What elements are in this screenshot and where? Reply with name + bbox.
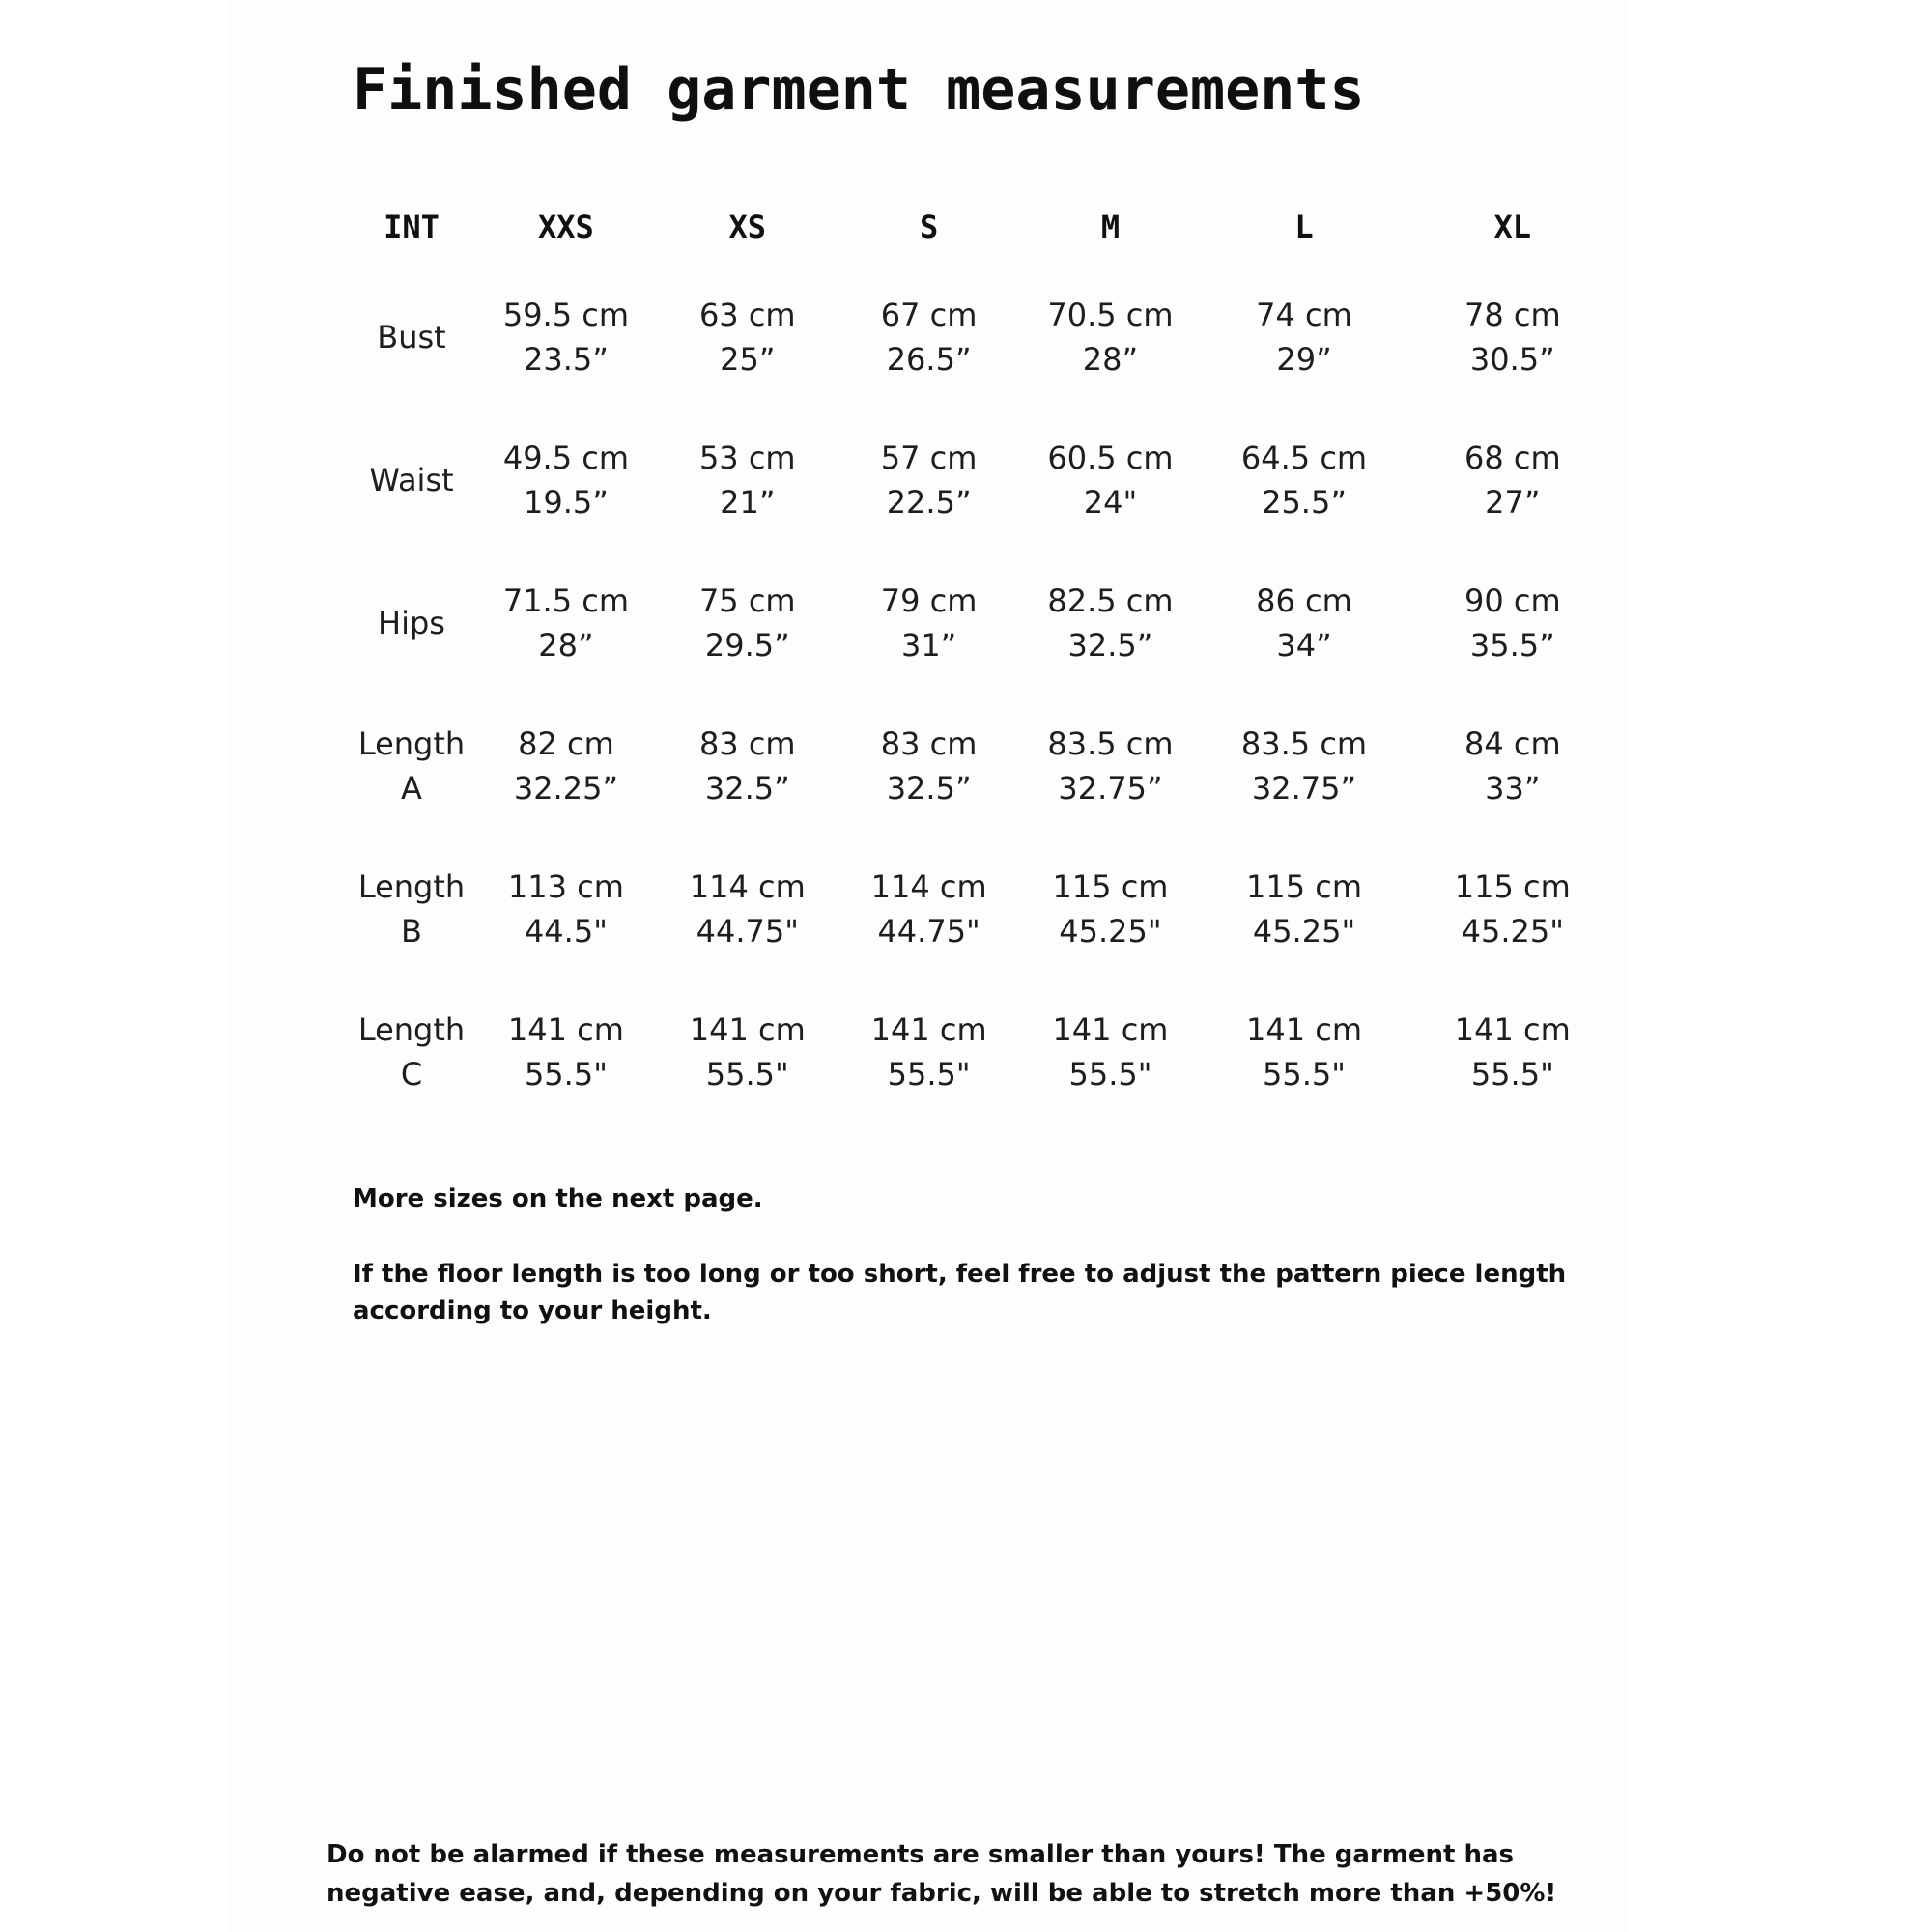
cell-value-cm: 141 cm bbox=[1052, 1011, 1169, 1048]
column-header: XS bbox=[728, 209, 767, 245]
cell-value-cm: 83.5 cm bbox=[1240, 725, 1368, 762]
table-body bbox=[348, 266, 1618, 1123]
column-header: INT bbox=[384, 209, 440, 245]
table-cell bbox=[475, 980, 657, 1123]
row-label-line: Length bbox=[357, 1011, 466, 1048]
table-cell bbox=[657, 266, 838, 409]
table-cell bbox=[1020, 552, 1202, 695]
cell-value-inches: 55.5" bbox=[1263, 1056, 1346, 1093]
floor-length-note: If the floor length is too long or too short, feel free to adjust the pattern piece length according to your height. bbox=[353, 1260, 1567, 1325]
cell-value-cm: 115 cm bbox=[1052, 868, 1169, 905]
page-title: Finished garment measurements bbox=[353, 56, 1365, 124]
more-sizes-note: More sizes on the next page. bbox=[353, 1184, 763, 1213]
cell-value-inches: 21” bbox=[720, 484, 776, 521]
cell-value-inches: 55.5" bbox=[1068, 1056, 1152, 1093]
table-cell bbox=[1407, 409, 1618, 552]
cell-value-cm: 74 cm bbox=[1256, 297, 1352, 333]
table-row bbox=[348, 409, 1618, 552]
table-cell bbox=[1407, 266, 1618, 409]
cell-value-inches: 25.5” bbox=[1262, 484, 1347, 521]
row-label bbox=[348, 266, 475, 409]
cell-value-inches: 32.5” bbox=[1067, 627, 1153, 664]
row-label-line: Length bbox=[357, 868, 466, 905]
table-cell bbox=[1201, 409, 1406, 552]
cell-value-inches: 29” bbox=[1276, 341, 1332, 378]
table-row bbox=[348, 980, 1618, 1123]
column-header: L bbox=[1294, 209, 1314, 245]
table-cell bbox=[1020, 980, 1202, 1123]
cell-value-cm: 141 cm bbox=[870, 1011, 987, 1048]
column-header: XXS bbox=[538, 209, 594, 245]
row-label-line: Hips bbox=[378, 605, 445, 641]
row-label bbox=[348, 695, 475, 838]
cell-value-inches: 19.5” bbox=[524, 484, 609, 521]
cell-value-inches: 55.5" bbox=[1470, 1056, 1554, 1093]
table-cell bbox=[838, 980, 1020, 1123]
cell-value-cm: 82 cm bbox=[518, 725, 614, 762]
table-cell bbox=[838, 552, 1020, 695]
row-label bbox=[348, 409, 475, 552]
table-cell bbox=[1407, 552, 1618, 695]
cell-value-cm: 90 cm bbox=[1463, 582, 1561, 619]
cell-value-inches: 32.75” bbox=[1058, 770, 1163, 807]
cell-value-cm: 60.5 cm bbox=[1047, 440, 1174, 476]
cell-value-cm: 53 cm bbox=[698, 440, 796, 476]
cell-value-inches: 34” bbox=[1276, 627, 1332, 664]
table-cell bbox=[475, 266, 657, 409]
table-cell bbox=[1407, 980, 1618, 1123]
table-row bbox=[348, 552, 1618, 695]
table-cell bbox=[475, 695, 657, 838]
cell-value-inches: 32.5” bbox=[886, 770, 972, 807]
cell-value-inches: 24" bbox=[1083, 484, 1138, 521]
cell-value-inches: 55.5" bbox=[887, 1056, 971, 1093]
cell-value-inches: 33” bbox=[1485, 770, 1541, 807]
cell-value-cm: 59.5 cm bbox=[502, 297, 630, 333]
cell-value-cm: 71.5 cm bbox=[502, 582, 630, 619]
cell-value-cm: 64.5 cm bbox=[1240, 440, 1368, 476]
cell-value-inches: 23.5” bbox=[524, 341, 609, 378]
cell-value-cm: 79 cm bbox=[880, 582, 978, 619]
row-label-line: C bbox=[400, 1056, 423, 1093]
table-cell bbox=[1020, 838, 1202, 980]
cell-value-cm: 115 cm bbox=[1454, 868, 1571, 905]
cell-value-cm: 78 cm bbox=[1463, 297, 1561, 333]
cell-value-inches: 32.25” bbox=[513, 770, 619, 807]
table-cell bbox=[1201, 552, 1406, 695]
cell-value-cm: 115 cm bbox=[1245, 868, 1362, 905]
table-cell bbox=[1407, 838, 1618, 980]
row-label-line: A bbox=[401, 770, 422, 807]
cell-value-cm: 86 cm bbox=[1256, 582, 1352, 619]
cell-value-inches: 45.25" bbox=[1461, 913, 1564, 950]
table-cell bbox=[1020, 409, 1202, 552]
table-cell bbox=[657, 838, 838, 980]
row-label bbox=[348, 552, 475, 695]
cell-value-inches: 44.5" bbox=[524, 913, 608, 950]
row-label-line: Waist bbox=[369, 462, 454, 498]
cell-value-cm: 141 cm bbox=[1245, 1011, 1362, 1048]
measurements-table bbox=[348, 188, 1618, 1123]
cell-value-inches: 25” bbox=[720, 341, 776, 378]
cell-value-cm: 141 cm bbox=[689, 1011, 806, 1048]
cell-value-cm: 84 cm bbox=[1463, 725, 1561, 762]
cell-value-cm: 83.5 cm bbox=[1047, 725, 1174, 762]
table-header-row bbox=[348, 188, 1618, 266]
table-row bbox=[348, 695, 1618, 838]
cell-value-cm: 68 cm bbox=[1463, 440, 1561, 476]
row-label-line: B bbox=[401, 913, 422, 950]
cell-value-inches: 31” bbox=[900, 627, 957, 664]
table-cell bbox=[1020, 266, 1202, 409]
row-label-line: Bust bbox=[377, 319, 446, 355]
cell-value-inches: 55.5" bbox=[705, 1056, 789, 1093]
table-cell bbox=[1201, 266, 1406, 409]
table-cell bbox=[838, 266, 1020, 409]
table-cell bbox=[657, 552, 838, 695]
table-cell bbox=[657, 695, 838, 838]
table-cell bbox=[1020, 695, 1202, 838]
table-cell bbox=[838, 838, 1020, 980]
cell-value-cm: 114 cm bbox=[689, 868, 806, 905]
cell-value-inches: 44.75" bbox=[877, 913, 980, 950]
table-cell bbox=[475, 838, 657, 980]
column-header: S bbox=[919, 209, 939, 245]
cell-value-inches: 30.5” bbox=[1469, 341, 1555, 378]
table-cell bbox=[1201, 838, 1406, 980]
table-cell bbox=[838, 695, 1020, 838]
cell-value-inches: 35.5” bbox=[1469, 627, 1555, 664]
column-header: XL bbox=[1493, 209, 1532, 245]
table-cell bbox=[1407, 695, 1618, 838]
cell-value-inches: 27” bbox=[1485, 484, 1541, 521]
table-cell bbox=[475, 552, 657, 695]
cell-value-cm: 141 cm bbox=[507, 1011, 624, 1048]
column-header: M bbox=[1100, 209, 1121, 245]
cell-value-inches: 29.5” bbox=[704, 627, 790, 664]
cell-value-inches: 55.5" bbox=[524, 1056, 608, 1093]
negative-ease-note: Do not be alarmed if these measurements are smaller than yours! The garment has negative ease, and, depending on your fabric, will be able to stretch more than +50%! bbox=[327, 1840, 1557, 1908]
table-row bbox=[348, 838, 1618, 980]
table-cell bbox=[657, 409, 838, 552]
cell-value-cm: 57 cm bbox=[880, 440, 978, 476]
table-cell bbox=[475, 409, 657, 552]
table-cell bbox=[838, 409, 1020, 552]
cell-value-cm: 63 cm bbox=[698, 297, 796, 333]
cell-value-inches: 22.5” bbox=[886, 484, 972, 521]
cell-value-cm: 49.5 cm bbox=[502, 440, 630, 476]
table-cell bbox=[1201, 980, 1406, 1123]
row-label bbox=[348, 838, 475, 980]
cell-value-inches: 26.5” bbox=[886, 341, 972, 378]
cell-value-cm: 67 cm bbox=[880, 297, 978, 333]
cell-value-inches: 28” bbox=[538, 627, 594, 664]
cell-value-cm: 83 cm bbox=[880, 725, 978, 762]
cell-value-inches: 45.25" bbox=[1252, 913, 1356, 950]
cell-value-cm: 113 cm bbox=[507, 868, 624, 905]
cell-value-cm: 141 cm bbox=[1454, 1011, 1571, 1048]
row-label bbox=[348, 980, 475, 1123]
cell-value-inches: 32.75” bbox=[1251, 770, 1357, 807]
table-cell bbox=[657, 980, 838, 1123]
cell-value-cm: 70.5 cm bbox=[1047, 297, 1174, 333]
cell-value-cm: 114 cm bbox=[870, 868, 987, 905]
table-row bbox=[348, 266, 1618, 409]
cell-value-inches: 28” bbox=[1082, 341, 1139, 378]
cell-value-cm: 75 cm bbox=[698, 582, 796, 619]
table-cell bbox=[1201, 695, 1406, 838]
cell-value-cm: 82.5 cm bbox=[1047, 582, 1174, 619]
cell-value-inches: 45.25" bbox=[1059, 913, 1162, 950]
row-label-line: Length bbox=[357, 725, 466, 762]
cell-value-inches: 32.5” bbox=[704, 770, 790, 807]
cell-value-inches: 44.75" bbox=[696, 913, 799, 950]
cell-value-cm: 83 cm bbox=[698, 725, 796, 762]
